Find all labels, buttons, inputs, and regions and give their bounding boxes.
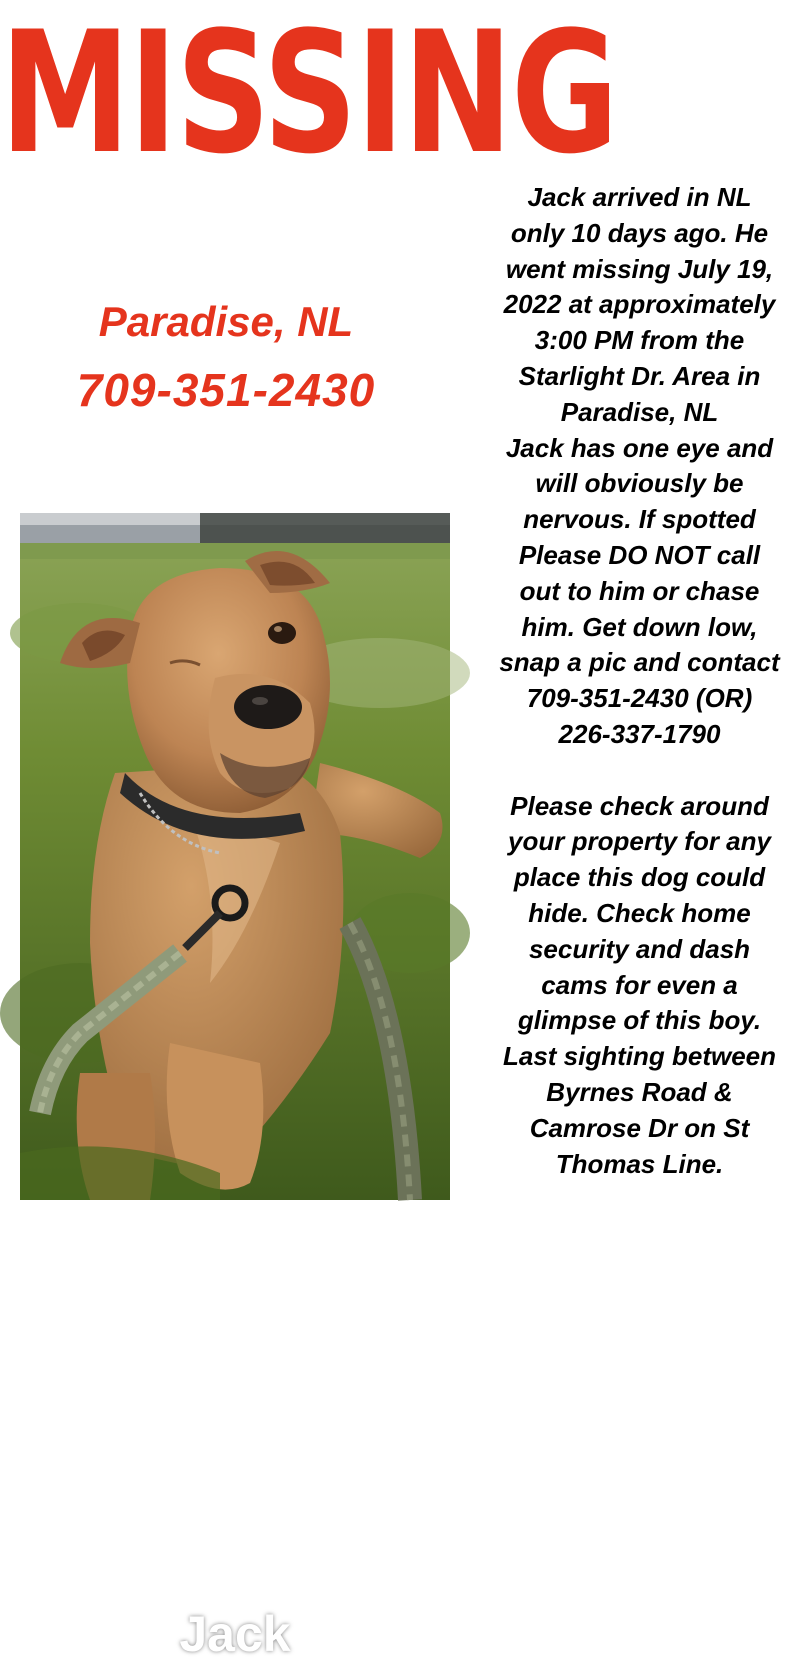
notice-line: 709-351-2430 (OR)	[526, 683, 753, 714]
notice-line: out to him or chase	[519, 575, 760, 606]
notice-line: Byrnes Road &	[546, 1076, 733, 1107]
dog-photo	[20, 513, 450, 1662]
notice-line: hide. Check home	[528, 897, 751, 928]
notice-line: Jack arrived in NL	[527, 182, 752, 212]
notice-line: Jack has one eye and	[505, 432, 774, 463]
notice-line: 226-337-1790	[558, 718, 721, 749]
notice-line: Starlight Dr. Area in	[518, 360, 761, 391]
dog-name-label: Jack	[179, 1606, 291, 1662]
notice-gap	[478, 753, 801, 789]
notice-line: place this dog could	[513, 862, 766, 893]
notice-line: Please check around	[510, 790, 769, 821]
notice-line: 2022 at approximately	[503, 289, 776, 320]
notice-text	[478, 180, 801, 1182]
notice-line: Paradise, NL	[560, 396, 719, 427]
notice-line: Last sighting between	[502, 1041, 777, 1072]
contact-phone: 709-351-2430	[76, 364, 376, 416]
notice-line: 3:00 PM from the	[534, 325, 745, 356]
notice-line: your property for any	[508, 826, 771, 857]
notice-line: snap a pic and contact	[499, 647, 780, 678]
notice-line: went missing July 19,	[505, 253, 774, 284]
missing-headline: MISSING	[0, 0, 618, 191]
notice-line: cams for even a	[541, 969, 738, 1000]
notice-line: Thomas Line.	[555, 1148, 724, 1179]
location-text: Paradise, NL	[98, 298, 354, 345]
notice-line: Camrose Dr on St	[529, 1112, 750, 1143]
notice-line: security and dash	[528, 933, 751, 964]
notice-line: him. Get down low,	[521, 611, 758, 642]
notice-line: Please DO NOT call	[518, 539, 761, 570]
notice-line: glimpse of this boy.	[517, 1005, 762, 1036]
notice-line: will obviously be	[535, 468, 744, 499]
notice-line: only 10 days ago. He	[510, 217, 769, 248]
notice-line: nervous. If spotted	[523, 504, 756, 535]
